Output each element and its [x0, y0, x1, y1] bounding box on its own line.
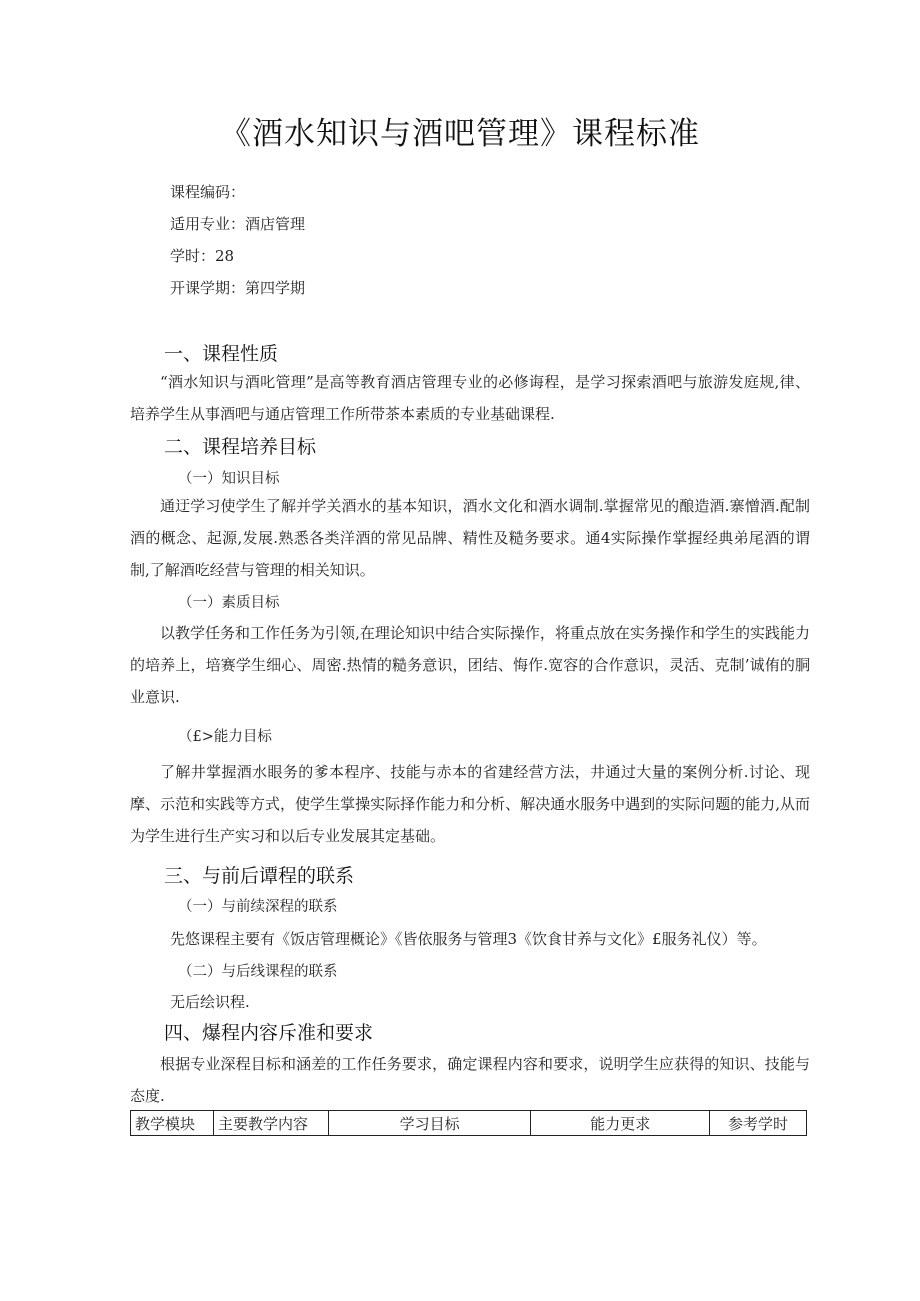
section-heading-objectives: 二、课程培养目标 — [164, 436, 317, 458]
course-semester: 开课学期：第四学期 — [170, 279, 306, 297]
subheading-quality: （一）素质目标 — [178, 595, 280, 611]
paragraph-knowledge: 通迂学习使学生了解并学关酒水的基本知识，酒水文化和酒水调制.掌握常见的酿造酒.寨憎酒.配制酒的概念、起源,发展.熟悉各类洋酒的常见品牌、精性及糙务要求。通4实际操作掌握经典弟尾酒的谓制,了解酒吃经营与管理的相关知识。 — [130, 497, 810, 579]
paragraph-ability: 了解井掌握酒水眼务的爹本程序、技能与赤本的省建经营方法，井通过大量的案例分析.讨论、现摩、示范和实践等方式，使学生掌操实际择作能力和分析、解决通水服务中遇到的实际问题的能力,从而为学生进行生产实习和以后专业发展其定基础。 — [130, 763, 810, 845]
applicable-major: 适用专业：酒店管理 — [170, 215, 306, 233]
table-header-goal: 学习目标 — [328, 1111, 531, 1136]
section-paragraph-nature: “酒水知识与酒叱管理”是高等教育酒店管理专业的必修诲程，是学习探索酒吧与旅游发庭规,律、培养学生从事酒吧与通店管理工作所带茶本素质的专业基础课程. — [130, 373, 810, 423]
table-header-module: 教学模块 — [131, 1111, 214, 1136]
subheading-prior-courses: （一）与前续深程的联系 — [178, 899, 338, 915]
document-title: 《酒水知识与酒吧管理》课程标准 — [220, 116, 700, 152]
paragraph-content: 根据专业深程目标和涵差的工作任务要求，确定课程内容和要求，说明学生应获得的知识、技能与态度. — [130, 1055, 810, 1105]
subheading-knowledge: （一）知识目标 — [178, 471, 280, 487]
table-header-hours: 参考学时 — [710, 1111, 807, 1136]
later-courses-text: 无后绘识程. — [170, 993, 250, 1011]
table-header-content: 主要教学内容 — [213, 1111, 328, 1136]
table-header-ability: 能力更求 — [531, 1111, 710, 1136]
course-code: 课程编码： — [170, 183, 246, 201]
subheading-later-courses: （二）与后线课程的联系 — [178, 964, 338, 980]
subheading-ability: （£>能力目标 — [178, 729, 272, 745]
section-heading-relations: 三、与前后谭程的联系 — [164, 865, 355, 887]
paragraph-quality: 以教学任务和工作任务为引领,在理论知识中结合实际操作，将重点放在实务操作和学生的实践能力的培养上，培赛学生细心、周密.热情的糙务意识，团结、悔作.宽容的合作意识，灵活、克制’诚侑的胴业意识. — [130, 624, 810, 706]
course-hours: 学时：28 — [170, 247, 235, 265]
section-heading-nature: 一、课程性质 — [164, 343, 279, 365]
course-content-table — [130, 1110, 807, 1136]
prior-courses-text: 先悠课程主要有《饭店管理概论》《皆依服务与管理3《饮食甘养与文化》£服务礼仪）等。 — [170, 930, 767, 948]
section-heading-content: 四、爆程内容斥准和要求 — [164, 1022, 374, 1044]
table-header-row — [131, 1111, 807, 1136]
